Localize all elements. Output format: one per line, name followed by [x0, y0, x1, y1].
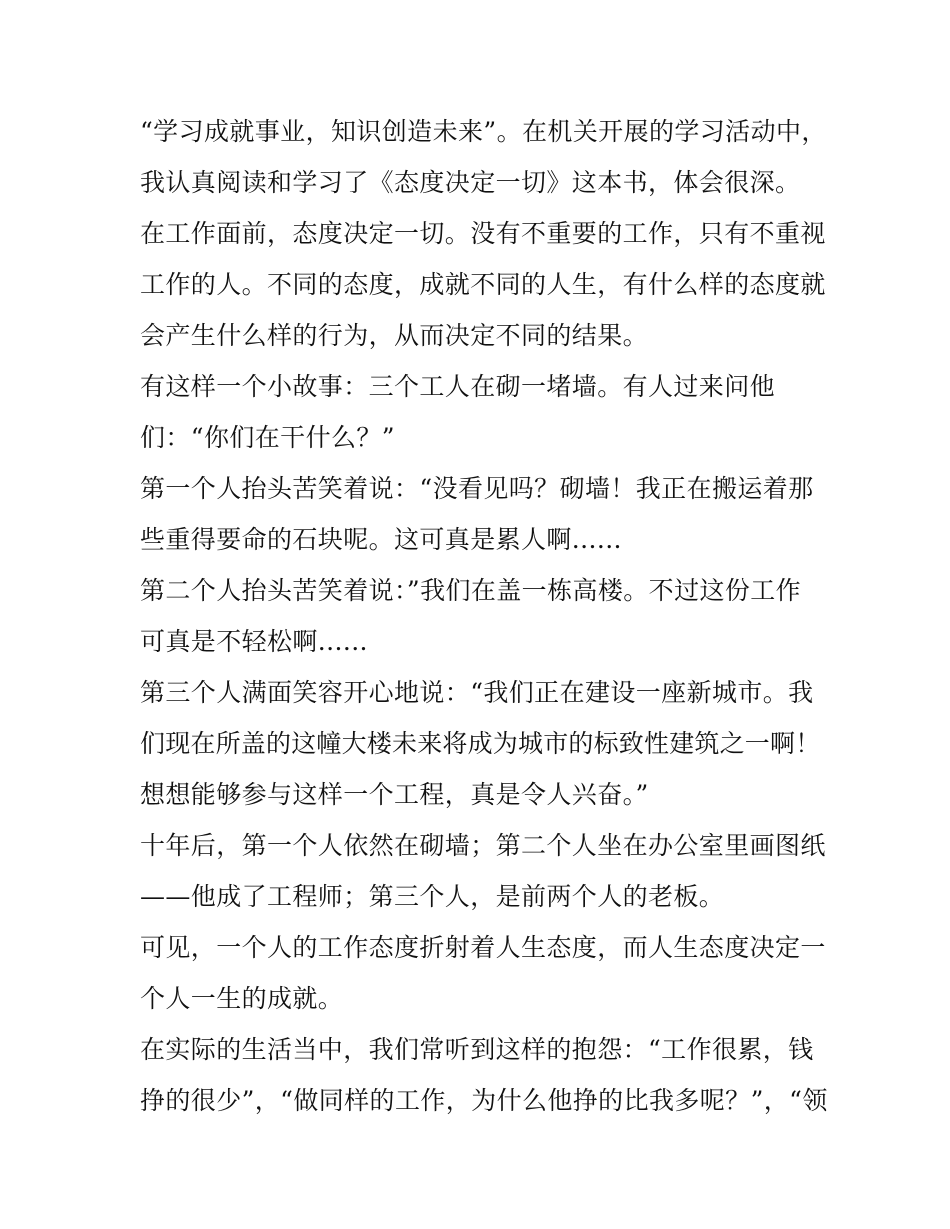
text-line: 十年后，第一个人依然在砌墙；第二个人坐在办公室里画图纸 [140, 831, 826, 860]
text-line: 第二个人抬头苦笑着说：”我们在盖一栋高楼。不过这份工作 [140, 576, 802, 605]
body-text [140, 106, 830, 1126]
text-line: 会产生什么样的行为，从而决定不同的结果。 [140, 321, 649, 350]
text-line: 在工作面前，态度决定一切。没有不重要的工作，只有不重视 [140, 219, 826, 248]
text-line: 有这样一个小故事：三个工人在砌一堵墙。有人过来问他 [140, 372, 776, 401]
text-line: ——他成了工程师；第三个人，是前两个人的老板。 [140, 882, 725, 911]
text-line: 个人一生的成就。 [140, 984, 344, 1013]
text-line: 想想能够参与这样一个工程，真是令人兴奋。” [140, 780, 649, 809]
text-line: 可见，一个人的工作态度折射着人生态度，而人生态度决定一 [140, 933, 826, 962]
text-line: “学习成就事业，知识创造未来”。在机关开展的学习活动中， [140, 117, 827, 146]
text-line: 第一个人抬头苦笑着说：“没看见吗？砌墙！我正在搬运着那 [140, 474, 814, 503]
text-line: 们现在所盖的这幢大楼未来将成为城市的标致性建筑之一啊！ [140, 729, 821, 758]
text-line: 们：“你们在干什么？” [140, 423, 395, 452]
text-line: 工作的人。不同的态度，成就不同的人生，有什么样的态度就 [140, 270, 826, 299]
text-line: 挣的很少”，“做同样的工作，为什么他挣的比我多呢？”，“领 [140, 1086, 828, 1115]
text-line: 些重得要命的石块呢。这可真是累人啊...... [140, 525, 622, 554]
text-line: 在实际的生活当中，我们常听到这样的抱怨：“工作很累，钱 [140, 1035, 814, 1064]
text-line: 可真是不轻松啊...... [140, 627, 368, 656]
text-line: 我认真阅读和学习了《态度决定一切》这本书，体会很深。 [140, 168, 801, 197]
text-line: 第三个人满面笑容开心地说：“我们正在建设一座新城市。我 [140, 678, 814, 707]
